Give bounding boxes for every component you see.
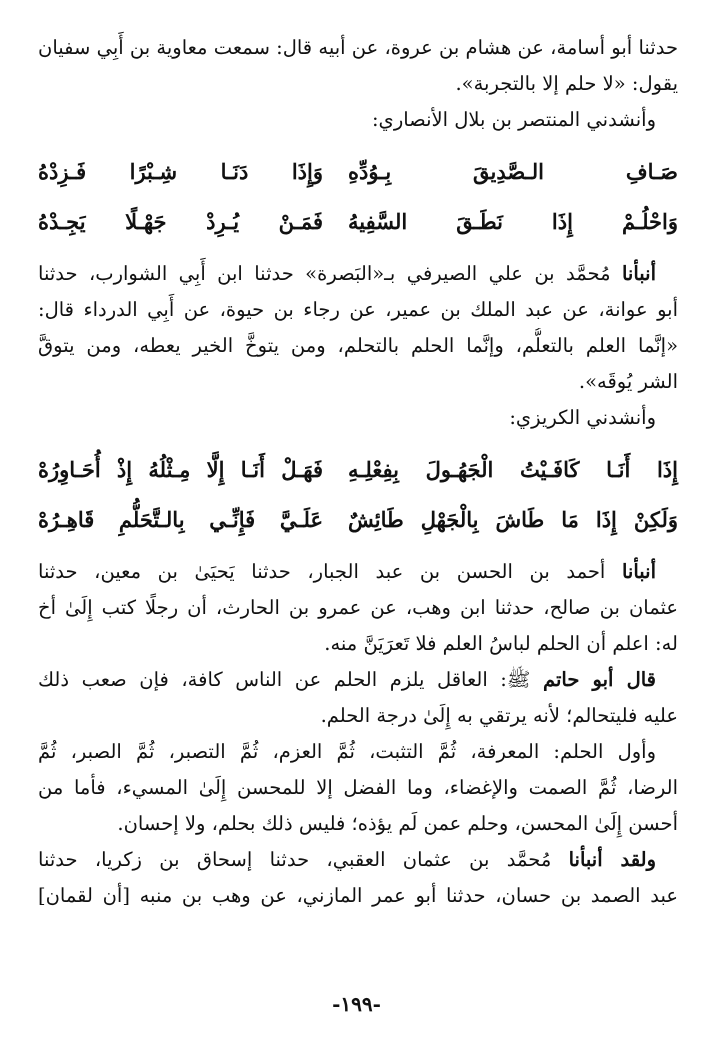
paragraph-first-line xyxy=(38,662,678,698)
page-number: -١٩٩- xyxy=(332,992,381,1016)
verse-line xyxy=(38,146,678,196)
text-line: عليه فليتحالم؛ لأنه يرتقي به إِلَىٰ درجة الحلم. xyxy=(320,704,678,727)
verse-right-hemistich: وَلَكِنْ إِذَا مَا طَاشَ بِالْجَهْلِ طَائِشٌ xyxy=(348,506,678,532)
text-line: يقول: «لا حلم إلا بالتجربة». xyxy=(455,72,678,95)
narration-lead: أنبأنا xyxy=(621,262,656,285)
verse-right-hemistich: إِذَا أَنَـا كَافَـيْتُ الْجَهُـولَ بِفِعْلِـهِ xyxy=(348,456,678,482)
text-line: عبد الصمد بن حسان، حدثنا أبو عمر المازني، عن وهب بن منبه [أن لقمان] xyxy=(38,884,678,907)
text-line: الرضا، ثُمَّ الصمت والإغضاء، وما الفضل إلا للمحسن إِلَىٰ المسيء، فأما من xyxy=(38,776,678,799)
text-line: أبو عوانة، عن عبد الملك بن عمير، عن رجاء بن حيوة، عن أَبِي الدرداء قال: xyxy=(38,298,678,321)
text-run: أحمد بن الحسن بن عبد الجبار، حدثنا يَحيَىٰ بن معين، حدثنا xyxy=(38,560,622,583)
verse-line xyxy=(38,494,678,544)
verse-line xyxy=(38,444,678,494)
paragraph-first-line xyxy=(38,842,678,878)
poem-intro: وأنشدني المنتصر بن بلال الأنصاري: xyxy=(371,108,656,131)
narration-lead: ولقد أنبأنا xyxy=(568,848,656,871)
text-run: مُحمَّد بن علي الصيرفي بـ«البَصرة» حدثنا ابن أَبِي الشوارب، حدثنا xyxy=(38,262,622,285)
poem-2 xyxy=(38,444,678,544)
verse-line xyxy=(38,196,678,246)
verse-right-hemistich: صَـافِ الـصَّدِيقَ بِـوُدِّهِ xyxy=(348,158,678,184)
text-run: مُحمَّد بن عثمان العقبي، حدثنا إسحاق بن زكريا، حدثنا xyxy=(38,848,569,871)
text-line: حدثنا أبو أسامة، عن هشام بن عروة، عن أبيه قال: سمعت معاوية بن أَبِي سفيان xyxy=(38,36,678,59)
verse-left-hemistich: فَهَـلْ أَنَـا إِلَّا مِـثْلُهُ إِذْ أُحَـاوِرُهْ xyxy=(38,456,323,482)
narration-lead: أنبأنا xyxy=(621,560,656,583)
poem-1 xyxy=(38,146,678,246)
poem-intro: وأنشدني الكريزي: xyxy=(509,406,656,429)
text-line: الشر يُوقَه». xyxy=(578,370,678,393)
page-body xyxy=(38,30,678,914)
text-line: عثمان بن صالح، حدثنا ابن وهب، عن عمرو بن الحارث، أن رجلًا كتب إِلَىٰ أخ xyxy=(38,596,678,619)
text-run: ﷺ: العاقل يلزم الحلم عن الناس كافة، فإن صعب ذلك xyxy=(38,668,543,691)
verse-left-hemistich: فَمَـنْ يُـرِدْ جَهْـلًا يَجِـدْهُ xyxy=(38,208,323,234)
paragraph-first-line xyxy=(38,256,678,292)
verse-right-hemistich: وَاحْلُـمْ إِذَا نَطَـقَ السَّفِيهُ xyxy=(348,208,678,234)
text-line: «إنَّما العلم بالتعلُّم، وإنَّما الحلم بالتحلم، ومن يتوخَّ الخير يعطه، ومن يتوقَّ xyxy=(38,334,678,357)
paragraph-first-line xyxy=(38,554,678,590)
text-line: له: اعلم أن الحلم لباسُ العلم فلا تَعرَيَنَّ منه. xyxy=(324,632,678,655)
text-line: أحسن إِلَىٰ المحسن، وحلم عمن لَم يؤذه؛ فليس ذلك بحلم، ولا إحسان. xyxy=(117,812,678,835)
narration-lead: قال أبو حاتم xyxy=(542,668,657,691)
paragraph-first-line: وأول الحلم: المعرفة، ثُمَّ التثبت، ثُمَّ العزم، ثُمَّ التصبر، ثُمَّ الصبر، ثُمَّ xyxy=(38,740,656,763)
verse-left-hemistich: وَإِذَا دَنَـا شِـبْرًا فَـزِدْهُ xyxy=(38,158,323,184)
verse-left-hemistich: عَلَـيَّ فَإِنِّـي بِالـتَّحَلُّمِ قَاهِـرُهْ xyxy=(38,506,323,532)
